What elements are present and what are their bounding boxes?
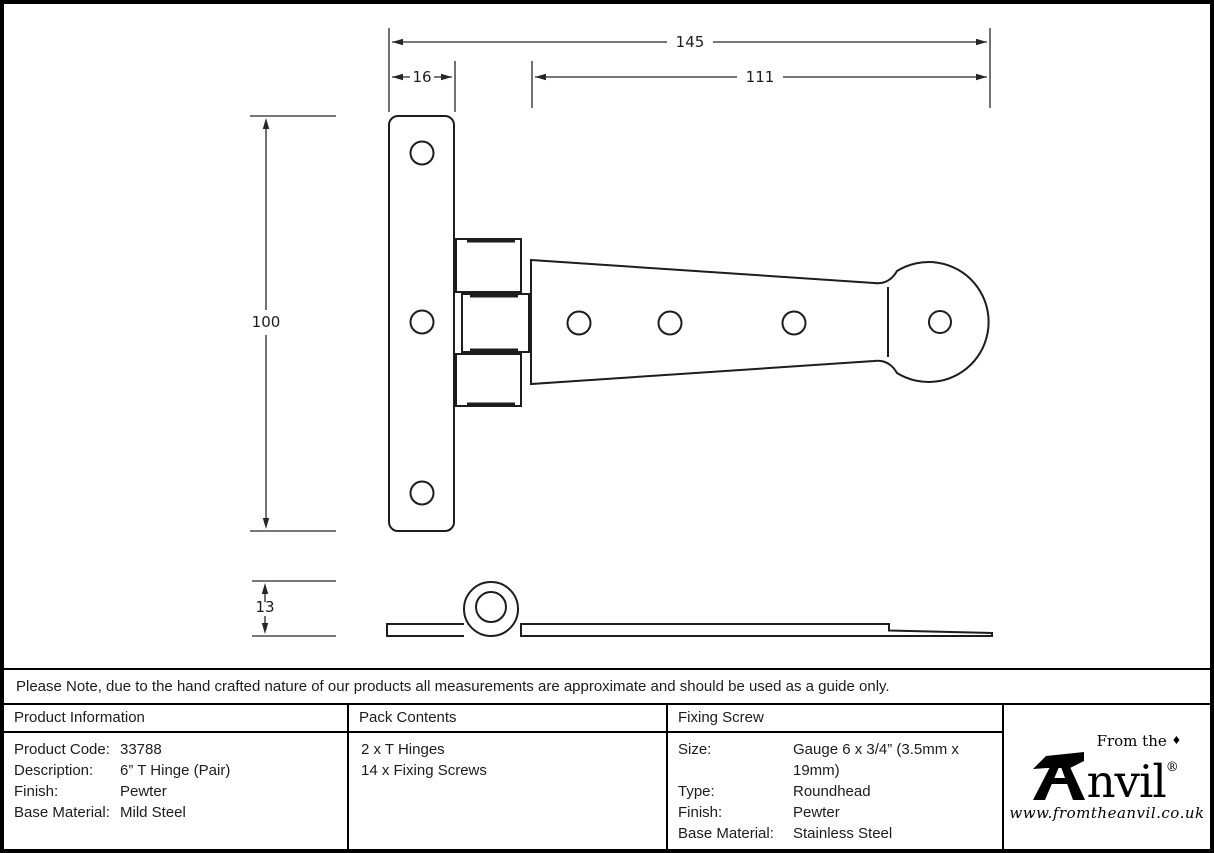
dimension-strap-length	[535, 68, 987, 86]
dim-label-145: 145	[675, 33, 705, 51]
logo-url: www.fromtheanvil.co.uk	[1009, 803, 1205, 822]
product-information-column	[4, 705, 349, 849]
registered-mark: ®	[1165, 759, 1179, 775]
list-item: 14 x Fixing Screws	[361, 762, 487, 779]
side-strap	[521, 624, 992, 636]
from-the-anvil-logo	[1009, 733, 1204, 822]
row-label: Product Code:	[14, 741, 110, 758]
note-text: Please Note, due to the hand crafted nature of our products all measurements are approximate and should be used as a guide only.	[16, 678, 890, 695]
table-row	[668, 823, 1002, 844]
row-value: Gauge 6 x 3/4” (3.5mm x 19mm)	[793, 741, 959, 779]
row-label: Finish:	[14, 783, 59, 800]
product-information-header: Product Information	[4, 705, 347, 733]
side-barrel-inner	[476, 592, 506, 622]
row-label: Finish:	[678, 804, 723, 821]
table-row	[4, 802, 347, 823]
pack-contents-column	[349, 705, 668, 849]
row-label: Size:	[678, 741, 712, 758]
dim-label-100: 100	[251, 313, 281, 331]
row-label: Type:	[678, 783, 715, 800]
hinge-knuckle	[456, 239, 529, 406]
hinge-strap	[531, 260, 989, 384]
pack-contents-header: Pack Contents	[349, 705, 666, 733]
row-value: 33788	[120, 741, 162, 758]
hinge-drawing-canvas	[4, 4, 1210, 668]
logo-tagline-text: From the	[1096, 731, 1167, 750]
table-row	[668, 739, 1002, 781]
spec-table	[4, 705, 1210, 849]
hinge-side-view	[387, 582, 992, 636]
note-row	[4, 668, 1210, 705]
dim-label-13: 13	[255, 598, 275, 616]
logo-wordmark-text: nvil	[1086, 754, 1166, 808]
table-row	[668, 802, 1002, 823]
anvil-icon	[1033, 752, 1085, 800]
row-label: Base Material:	[14, 804, 110, 821]
side-plate-bar	[387, 624, 464, 636]
dim-label-16: 16	[412, 68, 432, 86]
row-value: Pewter	[120, 783, 167, 800]
logo-wordmark	[1086, 749, 1182, 808]
row-value: 6” T Hinge (Pair)	[120, 762, 231, 779]
dimension-plate-width	[392, 68, 452, 86]
dim-label-111: 111	[745, 68, 775, 86]
brand-logo-cell	[1004, 705, 1210, 849]
row-label: Base Material:	[678, 825, 774, 842]
row-value: Mild Steel	[120, 804, 186, 821]
row-value: Pewter	[793, 804, 840, 821]
diamond-icon: ♦	[1171, 733, 1182, 747]
table-row	[4, 781, 347, 802]
technical-drawing-area	[4, 4, 1210, 668]
dimension-overall-length	[392, 33, 987, 51]
row-value: Roundhead	[793, 783, 871, 800]
table-row	[4, 760, 347, 781]
row-label: Description:	[14, 762, 94, 779]
fixing-screw-header: Fixing Screw	[668, 705, 1002, 733]
fixing-screw-column	[668, 705, 1004, 849]
dimension-plate-height	[252, 118, 281, 529]
table-row	[4, 739, 347, 760]
table-row	[668, 781, 1002, 802]
row-value: Stainless Steel	[793, 825, 893, 842]
logo-tagline	[1087, 733, 1182, 749]
dimension-thickness	[255, 583, 274, 634]
list-item: 2 x T Hinges	[361, 741, 445, 758]
